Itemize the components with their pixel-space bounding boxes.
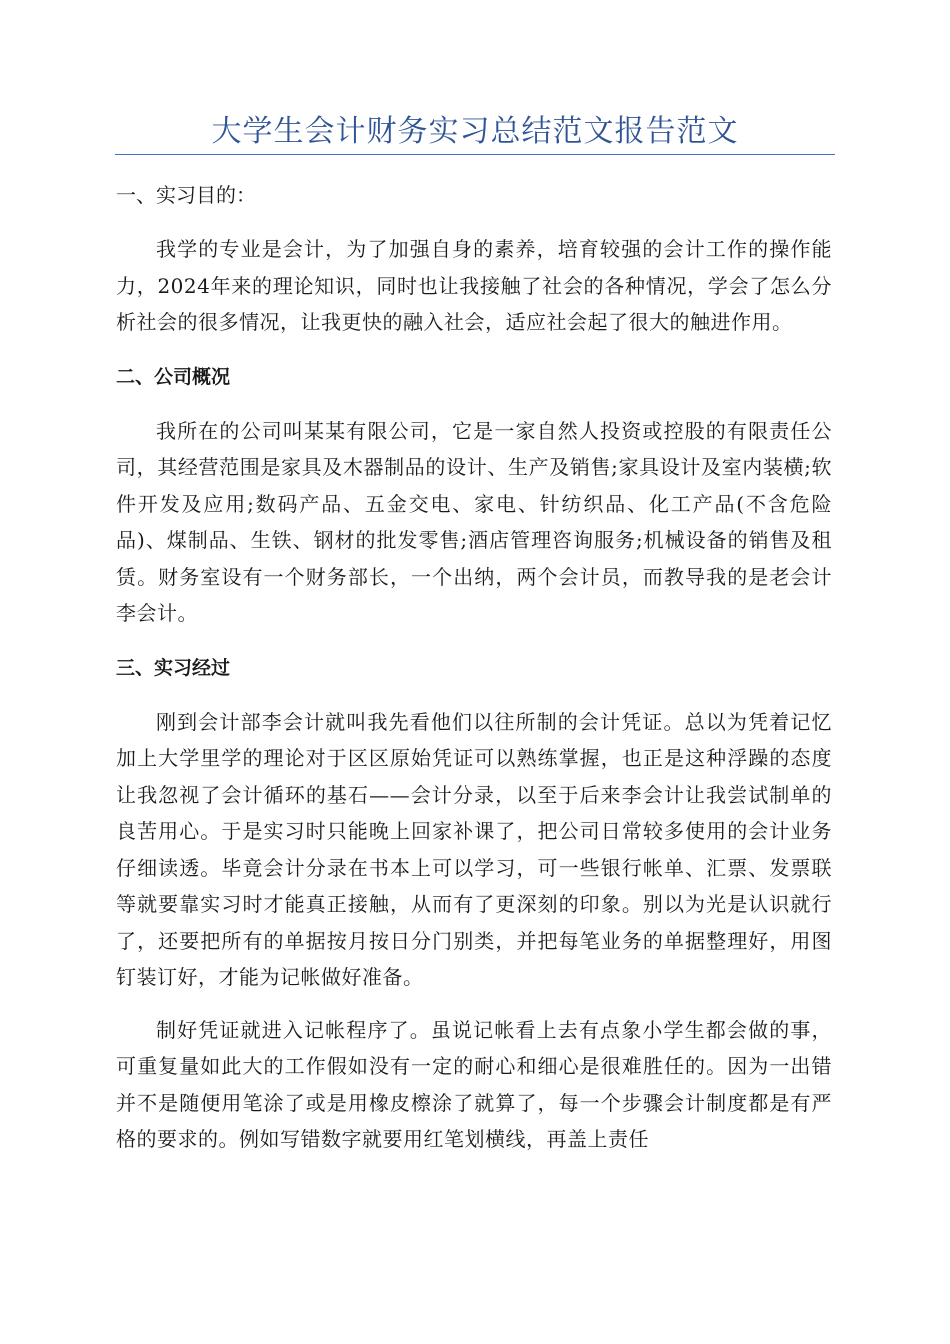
title-underline [115, 154, 835, 155]
section-heading: 三、实习经过 [116, 656, 231, 679]
paragraph-spacer [116, 996, 832, 1012]
section-heading: 二、公司概况 [116, 365, 231, 388]
section-company [116, 357, 832, 632]
paragraph: 我所在的公司叫某某有限公司，它是一家自然人投资或控股的有限责任公司，其经营范围是家具及木器制品的设计、生产及销售;家具设计及室内装横;软件开发及应用;数码产品、五金交电、家电、针纺织品、化工产品(不含危险品)、煤制品、生铁、钢材的批发零售;酒店管理咨询服务;机械设备的销售及租赁。财务室设有一个财务部长，一个出纳，两个会计员，而教导我的是老会计李会计。 [116, 418, 832, 625]
document-title: 大学生会计财务实习总结范文报告范文 [211, 114, 739, 149]
paragraph: 刚到会计部李会计就叫我先看他们以往所制的会计凭证。总以为凭着记忆加上大学里学的理论对于区区原始凭证可以熟练掌握，也正是这种浮躁的态度让我忽视了会计循环的基石——会计分录，以至于后来李会计让我尝试制单的良苦用心。于是实习时只能晚上回家补课了，把公司日常较多使用的会计业务仔细读透。毕竟会计分录在书本上可以学习，可一些银行帐单、汇票、发票联等就要靠实习时才能真正接触，从而有了更深刻的印象。别以为光是认识就行了，还要把所有的单据按月按日分门别类，并把每笔业务的单据整理好，用图钉装订好，才能为记帐做好准备。 [116, 709, 832, 989]
section-purpose [116, 175, 832, 341]
document-body [116, 175, 832, 1158]
paragraph: 我学的专业是会计，为了加强自身的素养，培育较强的会计工作的操作能力，2024年来的理论知识，同时也让我接触了社会的各种情况，学会了怎么分析社会的很多情况，让我更快的融入社会，适应社会起了很大的触进作用。 [116, 237, 832, 334]
section-process [116, 648, 832, 1158]
paragraph: 制好凭证就进入记帐程序了。虽说记帐看上去有点象小学生都会做的事，可重复量如此大的工作假如没有一定的耐心和细心是很难胜任的。因为一出错并不是随便用笔涂了或是用橡皮檫涂了就算了，每一个步骤会计制度都是有严格的要求的。例如写错数字就要用红笔划横线，再盖上责任 [116, 1017, 832, 1151]
section-heading: 一、实习目的： [116, 183, 256, 207]
